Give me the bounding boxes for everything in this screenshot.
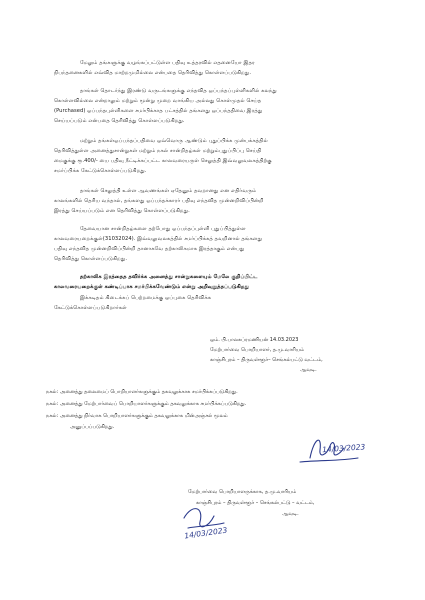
paragraph-5-line-1: தேவையான சான்றிதழ்களை தற்போது ஒப்பந்தப்புள்ளி புதுப்பித்துள்ள	[80, 226, 246, 232]
paragraph-3-line-1: மற்றும் தங்கள்ஒப்பந்தப்பதிவை ஒவ்வொரு ஆண்டும் புதுப்பிக்க முன்பக்கத்தில்	[80, 138, 268, 144]
paragraph-5-line-4: தெரிவித்து கொள்ளப்படுகிறது.	[54, 256, 128, 262]
paragraph-3-line-3: மைகுக்கு ரூ.400/- யை பதிவு நீட்டிக்கப்பட்ட காலவரையருள் செலுத்தி இவ்வலுவலகத்திற்கு	[54, 158, 272, 164]
paragraph-4-line-1: தாங்கள் செலுத்தி உள்ள ஆவணங்கள் ஏதேனும் தவறானது என எதிர்வரும்	[80, 188, 257, 194]
signature-date-top	[320, 437, 380, 457]
copy-line-2: நகல்: அனைத்து மேற்பார்வைப் பொறியாளர்களுக்கும் தகவலுக்காக சமர்பிக்கப்படுகிறது.	[46, 401, 247, 407]
paragraph-5-line-3: பதிவு எந்தவித முன்னறிவிப்பின்றி தானாகவே தற்காலிகமாக இரத்தாகும் என்பது	[54, 246, 245, 252]
signature-2-line-1: மேற்பார்வை பொறியாளருக்காக, த.மு.வாரியம்	[188, 489, 297, 495]
signature-date-bottom-text: 14/03/2023	[183, 525, 228, 541]
paragraph-2-line-1: தாங்கள் தொடர்ந்து இரண்டு வருடங்களுக்கு எந்தவித ஒப்பந்தப்புள்ளிகளில் கலந்து	[80, 88, 277, 94]
signature-1-line-3: காஞ்சிபுரம் – திருவள்ளூர்– செங்கல்பட்டு வட்டம்,	[210, 357, 323, 363]
signature-date-top-text: 14/03/2023	[321, 442, 366, 455]
paragraph-3-line-2: தெரிவித்துள்ள அனைத்துசான்றுகள் மற்றும் நகல் சான்றிதழ்கள் மற்றும்புதுப்பிப்பு செய்தி	[54, 148, 262, 154]
signature-1-line-4: ஆவடி.	[300, 367, 317, 373]
signature-1-line-1: ஒம். பி.பாலசுப்ரமணியன் 14.03.2023	[210, 337, 299, 343]
copy-line-1: நகல்: அனைத்து தலைமைப் பொறியாளர்களுக்கும் தகவலுக்காக சமர்பிக்கப்படுகிறது.	[46, 389, 238, 395]
signature-2-line-2: காஞ்சிபுரம் – திருவள்ளூர் – செங்கல்பட்டு – வட்டம்,	[196, 500, 315, 506]
paragraph-2-line-2: கொள்ளவில்லை என்றாலும் மற்றும் மூன்று முறை வாங்கிய அல்லது கொள்முதல் செய்த	[54, 98, 262, 104]
copy-line-3: நகல்: அனைத்து நிர்வாக பொறியாளர்களுக்கும் தகவலுக்காக மின்அஞ்சல் மூலம்	[46, 413, 228, 419]
copy-line-4: அனுப்பப்படுகிறது.	[70, 424, 115, 430]
paragraph-4-line-3: இரத்து செய்யப்படும் என தெரிவித்து கொள்ளப்படுகிறது.	[54, 208, 190, 214]
signature-2-line-3: ஆவடி.	[282, 511, 299, 517]
paragraph-3-line-4: சமர்ப்பிக்க கேட்டுக்கொள்ளப்படுகிறது.	[54, 168, 147, 174]
paragraph-7-line-2: கேட்டுக்கொள்ளப்படுகிறார்கள்	[54, 305, 127, 311]
paragraph-1-line-1: மேலும் தங்களுக்கு வழங்கப்பட்டுள்ள பதிவு உத்தரவில் எதனையோ இதர	[80, 60, 255, 66]
paragraph-4-line-2: காலங்களில் தெரிய வந்தால், தங்களது ஒப்பந்தக்காரர் பதிவு எந்தவித முன்னறிவிப்பின்றி	[54, 198, 264, 204]
paragraph-2-line-3: (Purchased) ஒப்பந்தபுள்ளிகளை சமர்பிக்காத பட்சத்தில் தங்களது ஒப்பந்ததிவை இரத்து	[54, 108, 263, 114]
paragraph-2-line-4: செய்யப்படும் என்பதை தெரிவித்து கொள்ளப்படுகிறது.	[54, 118, 185, 124]
paragraph-6-line-1: தற்காலிக இரத்தைத தவிர்க்க அனைத்து சான்றுகளையும் மேலே குறிப்பிட்ட	[80, 274, 258, 280]
signature-1-line-2: மேற்பார்வை பொறியாளர், த.மு.வாரியம்	[210, 347, 305, 353]
paragraph-7-line-1: இக்கடிதம் கிடைக்கப் பெற்றமைக்கு ஒப்புகை தெரிவிக்க	[80, 295, 212, 301]
paragraph-6-line-2: காலவரையறைக்குள் கண்டிப்பாக சமர்பிக்கவேண்டும் என்று அறிவுறுத்தப்படுகிறது	[54, 284, 250, 290]
signature-date-bottom	[182, 520, 242, 544]
paragraph-1-line-2: நிபந்தனைகளில் எவ்வித மாற்றமுமில்லை என்பதை தெரிவித்து கொள்ளப்படுகிறது.	[54, 70, 252, 76]
paragraph-5-line-2: காலவரையறைக்குள்(31032024). இவ்வலுவலகத்தில் சமர்ப்பிக்கத் தவறினால் தங்களது	[54, 236, 263, 242]
